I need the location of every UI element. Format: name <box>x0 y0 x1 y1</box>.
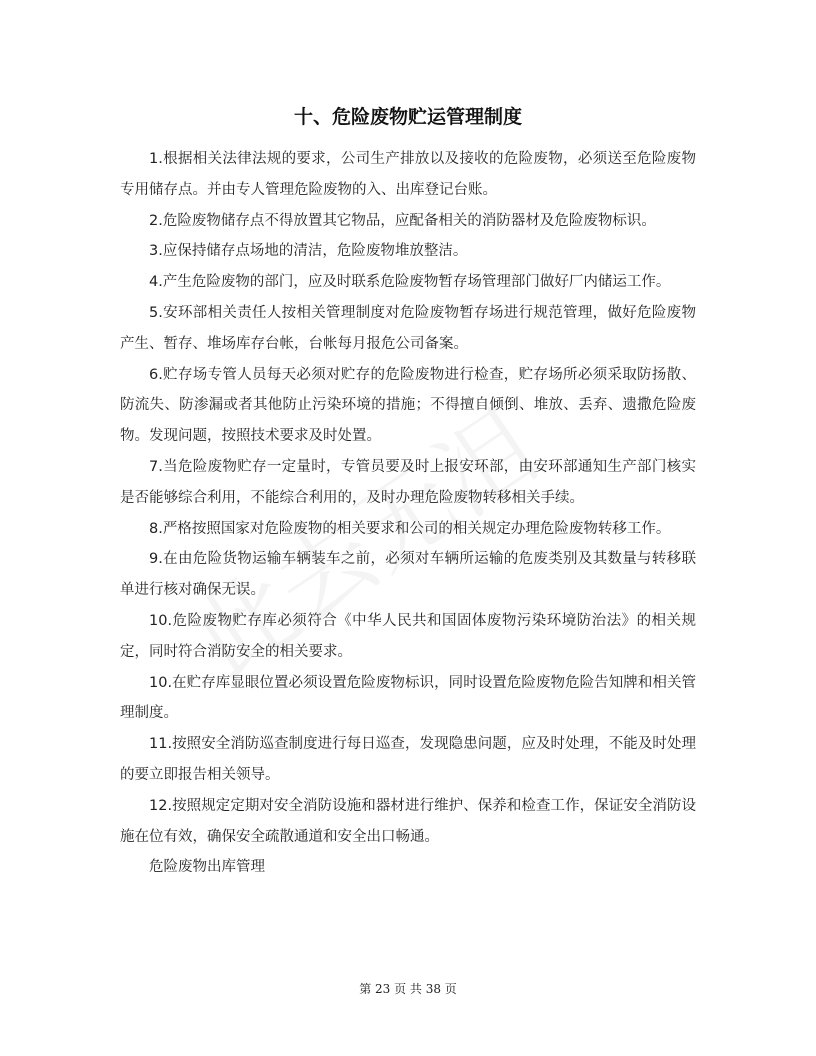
paragraph: 3.应保持储存点场地的清洁，危险废物堆放整洁。 <box>149 243 468 260</box>
paragraph: 4.产生危险废物的部门，应及时联系危险废物暂存场管理部门做好厂内储运工作。 <box>149 274 671 291</box>
paragraph: 11.按照安全消防巡查制度进行每日巡查，发现隐患问题，应及时处理，不能及时处理的要立即报告相关领导。 <box>120 736 696 783</box>
paragraph: 10.危险废物贮存库必须符合《中华人民共和国固体废物污染环境防治法》的相关规定，同时符合消防安全的相关要求。 <box>120 612 696 660</box>
page-footer: 第 23 页 共 38 页 <box>359 982 457 996</box>
paragraph: 1.根据相关法律法规的要求，公司生产排放以及接收的危险废物，必须送至危险废物专用储存点。并由专人管理危险废物的入、出库登记台账。 <box>120 151 696 198</box>
paragraph: 10.在贮存库显眼位置必须设置危险废物标识，同时设置危险废物危险告知牌和相关管理制度。 <box>120 674 696 722</box>
paragraph: 5.安环部相关责任人按相关管理制度对危险废物暂存场进行规范管理，做好危险废物产生、暂存、堆场库存台帐，台帐每月报危公司备案。 <box>120 304 696 352</box>
section-heading: 危险废物出库管理 <box>149 859 265 876</box>
paragraph: 12.按照规定定期对安全消防设施和器材进行维护、保养和检查工作，保证安全消防设施在位有效，确保安全疏散通道和安全出口畅通。 <box>120 797 696 845</box>
paragraph: 6.贮存场专管人员每天必须对贮存的危险废物进行检查，贮存场所必须采取防扬散、防流失、防渗漏或者其他防止污染环境的措施；不得擅自倾倒、堆放、丢弃、遗撒危险废物。发现问题，按照技术要求及时处置。 <box>120 366 696 445</box>
document-body <box>120 144 696 883</box>
paragraph: 8.严格按照国家对危险废物的相关要求和公司的相关规定办理危险废物转移工作。 <box>149 520 671 537</box>
paragraph: 7.当危险废物贮存一定量时，专管员要及时上报安环部，由安环部通知生产部门核实是否能够综合利用，不能综合利用的，及时办理危险废物转移相关手续。 <box>120 458 696 506</box>
page-title: 十、危险废物贮运管理制度 <box>293 106 522 128</box>
paragraph: 2.危险废物储存点不得放置其它物品，应配备相关的消防器材及危险废物标识。 <box>149 212 656 229</box>
paragraph: 9.在由危险货物运输车辆装车之前，必须对车辆所运输的危废类别及其数量与转移联单进行核对确保无误。 <box>120 551 696 599</box>
